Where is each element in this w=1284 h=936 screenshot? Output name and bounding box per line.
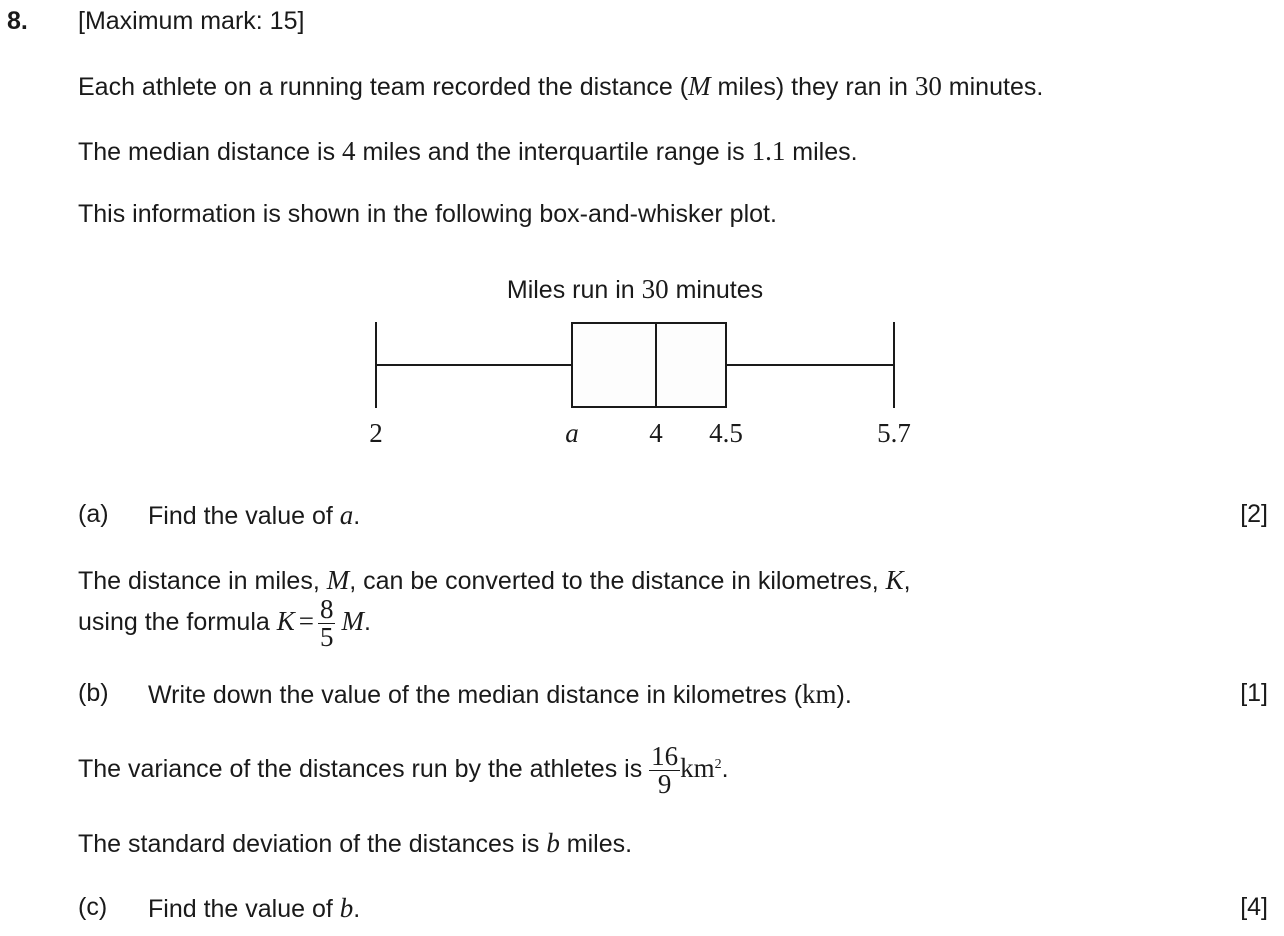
conversion-line-2: using the formula K = $\frac{8}{5}$ M. [78,594,371,652]
sd-line: The standard deviation of the distances is b miles. [78,828,633,858]
part-a-text: Find the value of a. [148,500,361,530]
part-a-marks: [2] [1240,500,1268,528]
intro-line-2: The median distance is 4 miles and the interquartile range is 1.1 miles. [78,136,858,166]
question-number: 8. [7,7,28,35]
tick-label-median: 4 [649,418,663,448]
iqr-box [572,323,726,407]
fraction-8-5: $\frac{8}{5}$ [319,594,334,652]
part-b-label: (b) [78,679,109,707]
part-c-label: (c) [78,893,108,921]
max-mark: [Maximum mark: 15] [78,7,305,35]
variance-line: The variance of the distances run by the athletes is $\frac{16}{9}$ $km^2$. [78,741,729,799]
intro-line-3: This information is shown in the following box-and-whisker plot. [78,200,777,228]
plot-title: Miles run in 30 minutes [506,274,764,304]
tick-label-q1: a [565,418,579,448]
part-a-label: (a) [78,500,109,528]
tick-label-max: 5.7 [877,418,911,448]
fraction-16-9: $\frac{16}{9}$ [651,741,679,799]
part-c-marks: [4] [1240,893,1268,921]
var-m: M [688,71,711,101]
tick-label-min: 2 [369,418,383,448]
tick-label-q3: 4.5 [709,418,743,448]
intro-line-1: Each athlete on a running team recorded the distance (M miles) they ran in 30 minutes. [78,71,1044,101]
conversion-line-1: The distance in miles, M, can be converted to the distance in kilometres, K, [78,565,911,595]
part-b-marks: [1] [1240,679,1268,707]
part-b-text: Write down the value of the median distance in kilometres (km). [148,679,852,709]
part-c-text: Find the value of b. [148,893,361,923]
